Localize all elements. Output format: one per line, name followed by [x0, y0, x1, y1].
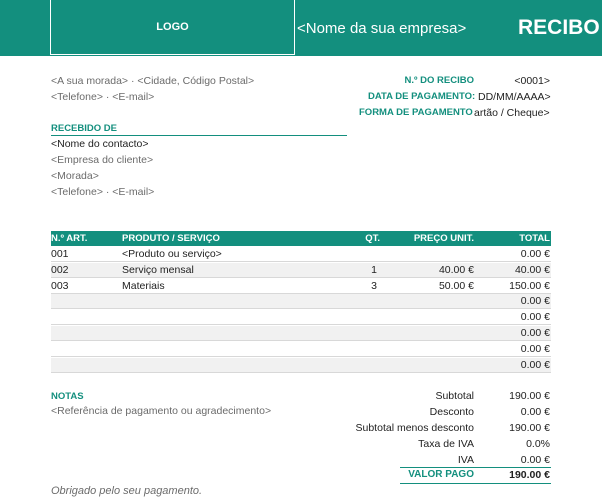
col-header-qty: QT.: [365, 233, 380, 244]
company-name[interactable]: <Nome da sua empresa>: [297, 20, 467, 37]
table-row[interactable]: [51, 326, 551, 341]
thank-you-message: Obrigado pelo seu pagamento.: [51, 485, 203, 497]
cell-product[interactable]: Serviço mensal: [122, 264, 194, 276]
logo-placeholder[interactable]: LOGO: [50, 0, 295, 55]
cell-total[interactable]: 0.00 €: [520, 248, 550, 260]
notes-text[interactable]: <Referência de pagamento ou agradecimento>: [51, 405, 272, 417]
cell-art[interactable]: 002: [51, 264, 69, 276]
col-header-art: N.º ART.: [51, 233, 88, 244]
sender-contact[interactable]: <Telefone> · <E-mail>: [51, 91, 155, 103]
payment-date-label: DATA DE PAGAMENTO:: [368, 91, 476, 102]
payment-method-label: FORMA DE PAGAMENTO: [359, 107, 473, 118]
cell-total[interactable]: 0.00 €: [520, 295, 550, 307]
cell-unit-price[interactable]: 40.00 €: [438, 264, 474, 276]
subtotal-value: 190.00 €: [509, 390, 550, 402]
table-row[interactable]: [51, 294, 551, 309]
paid-bottom-rule: [400, 483, 551, 484]
cell-total[interactable]: 0.00 €: [520, 311, 550, 323]
cell-qty[interactable]: 1: [371, 264, 377, 276]
received-from-heading: RECEBIDO DE: [51, 123, 117, 134]
cell-qty[interactable]: 3: [371, 280, 377, 292]
cell-total[interactable]: 0.00 €: [520, 343, 550, 355]
paid-top-rule: [400, 467, 551, 468]
table-row[interactable]: [51, 342, 551, 357]
tax-value: 0.00 €: [520, 454, 550, 466]
client-company[interactable]: <Empresa do cliente>: [51, 154, 154, 166]
amount-paid-value: 190.00 €: [509, 469, 550, 481]
receipt-number-value[interactable]: <0001>: [514, 75, 550, 87]
discount-label: Desconto: [429, 406, 474, 418]
payment-date-value[interactable]: DD/MM/AAAA>: [478, 91, 551, 103]
client-address[interactable]: <Morada>: [51, 170, 99, 182]
table-row[interactable]: [51, 310, 551, 325]
client-contact-name[interactable]: <Nome do contacto>: [51, 138, 149, 150]
subtotal-less-discount-label: Subtotal menos desconto: [355, 422, 474, 434]
notes-heading: NOTAS: [51, 391, 84, 402]
cell-total[interactable]: 150.00 €: [509, 280, 550, 292]
tax-rate-value[interactable]: 0.0%: [526, 438, 550, 450]
client-contact[interactable]: <Telefone> · <E-mail>: [51, 186, 155, 198]
cell-total[interactable]: 0.00 €: [520, 327, 550, 339]
sender-address[interactable]: <A sua morada> · <Cidade, Código Postal>: [51, 75, 255, 87]
col-header-unit-price: PREÇO UNIT.: [413, 233, 474, 244]
receipt-number-label: N.º DO RECIBO: [404, 75, 474, 86]
table-row[interactable]: [51, 358, 551, 373]
payment-method-value[interactable]: artão / Cheque>: [474, 107, 550, 119]
cell-art[interactable]: 003: [51, 280, 69, 292]
cell-unit-price[interactable]: 50.00 €: [438, 280, 474, 292]
amount-paid-label: VALOR PAGO: [408, 469, 474, 480]
cell-product[interactable]: <Produto ou serviço>: [122, 248, 222, 260]
cell-total[interactable]: 40.00 €: [514, 264, 550, 276]
cell-product[interactable]: Materiais: [122, 280, 165, 292]
received-from-divider: [51, 135, 347, 136]
col-header-total: TOTAL: [519, 233, 550, 244]
discount-value[interactable]: 0.00 €: [520, 406, 550, 418]
tax-rate-label: Taxa de IVA: [418, 438, 474, 450]
cell-art[interactable]: 001: [51, 248, 69, 260]
document-title: RECIBO: [518, 16, 600, 39]
subtotal-less-discount-value: 190.00 €: [509, 422, 550, 434]
col-header-product: PRODUTO / SERVIÇO: [122, 233, 220, 244]
tax-label: IVA: [457, 454, 474, 466]
cell-total[interactable]: 0.00 €: [520, 359, 550, 371]
subtotal-label: Subtotal: [435, 390, 474, 402]
